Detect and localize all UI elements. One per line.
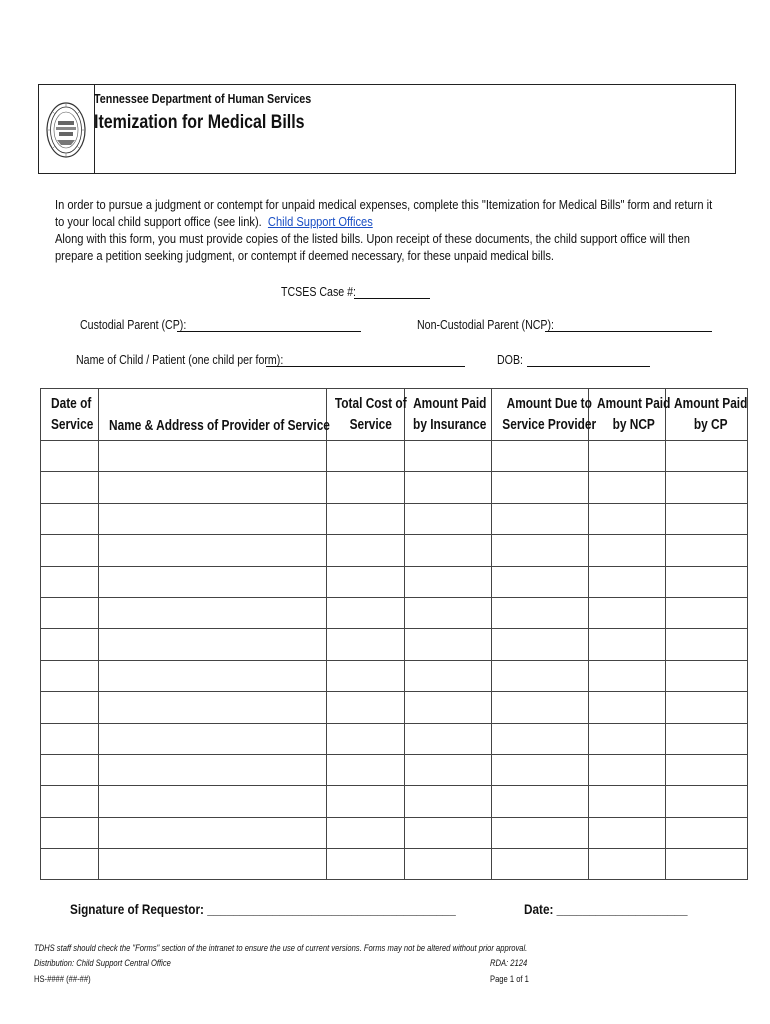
date-cell[interactable] — [41, 754, 99, 785]
total-cost-cell[interactable] — [327, 723, 405, 754]
paid-insurance-cell[interactable] — [405, 849, 492, 880]
paid-ncp-cell[interactable] — [589, 503, 666, 534]
non-custodial-parent-label: Non-Custodial Parent (NCP): — [417, 318, 554, 332]
custodial-parent-label: Custodial Parent (CP): — [80, 318, 187, 332]
paid-cp-cell[interactable] — [666, 817, 748, 848]
custodial-parent-field[interactable] — [177, 331, 361, 332]
due-provider-cell[interactable] — [492, 441, 589, 472]
total-cost-cell[interactable] — [327, 535, 405, 566]
child-name-label: Name of Child / Patient (one child per form): — [76, 353, 284, 367]
table-row — [41, 441, 748, 472]
header-date-of-service: Date of Service — [41, 389, 99, 441]
paid-cp-cell[interactable] — [666, 503, 748, 534]
paid-cp-cell[interactable] — [666, 754, 748, 785]
provider-cell[interactable] — [99, 535, 327, 566]
paid-ncp-cell[interactable] — [589, 849, 666, 880]
footer-page-number: Page 1 of 1 — [490, 974, 529, 985]
date-cell[interactable] — [41, 629, 99, 660]
paid-ncp-cell[interactable] — [589, 660, 666, 691]
provider-cell[interactable] — [99, 472, 327, 503]
total-cost-cell[interactable] — [327, 597, 405, 628]
date-cell[interactable] — [41, 849, 99, 880]
total-cost-cell[interactable] — [327, 660, 405, 691]
tcses-case-label: TCSES Case #: — [281, 285, 356, 299]
paid-cp-cell[interactable] — [666, 597, 748, 628]
table-row — [41, 503, 748, 534]
instructions — [55, 197, 721, 265]
provider-cell[interactable] — [99, 723, 327, 754]
date-cell[interactable] — [41, 692, 99, 723]
paid-insurance-cell[interactable] — [405, 817, 492, 848]
footer-note: TDHS staff should check the "Forms" section of the intranet to ensure the use of current versions. Forms may not be altered without prior approval. — [34, 943, 528, 954]
dob-field[interactable] — [527, 366, 650, 367]
header-amount-paid-insurance: Amount Paid by Insurance — [405, 389, 492, 441]
table-row — [41, 597, 748, 628]
paid-ncp-cell[interactable] — [589, 566, 666, 597]
footer-rda: RDA: 2124 — [490, 958, 528, 969]
state-seal-icon — [45, 100, 87, 160]
provider-cell[interactable] — [99, 786, 327, 817]
table-row — [41, 786, 748, 817]
table-row — [41, 566, 748, 597]
table-row — [41, 472, 748, 503]
paid-insurance-cell[interactable] — [405, 503, 492, 534]
paid-ncp-cell[interactable] — [589, 472, 666, 503]
paid-ncp-cell[interactable] — [589, 597, 666, 628]
date-cell[interactable] — [41, 817, 99, 848]
table-row — [41, 660, 748, 691]
date-cell[interactable] — [41, 597, 99, 628]
paid-cp-cell[interactable] — [666, 660, 748, 691]
date-cell[interactable] — [41, 472, 99, 503]
medical-bills-table — [40, 388, 748, 880]
table-row — [41, 754, 748, 785]
paid-cp-cell[interactable] — [666, 535, 748, 566]
due-provider-cell[interactable] — [492, 503, 589, 534]
paid-cp-cell[interactable] — [666, 786, 748, 817]
paid-insurance-cell[interactable] — [405, 629, 492, 660]
due-provider-cell[interactable] — [492, 817, 589, 848]
paid-ncp-cell[interactable] — [589, 817, 666, 848]
paid-insurance-cell[interactable] — [405, 786, 492, 817]
table-body — [41, 441, 748, 880]
header-total-cost: Total Cost of Service — [327, 389, 405, 441]
due-provider-cell[interactable] — [492, 566, 589, 597]
table-row — [41, 723, 748, 754]
total-cost-cell[interactable] — [327, 629, 405, 660]
table-row — [41, 692, 748, 723]
seal-cell — [39, 85, 95, 173]
due-provider-cell[interactable] — [492, 723, 589, 754]
paid-cp-cell[interactable] — [666, 629, 748, 660]
date-cell[interactable] — [41, 503, 99, 534]
paid-ncp-cell[interactable] — [589, 629, 666, 660]
due-provider-cell[interactable] — [492, 849, 589, 880]
table-row — [41, 849, 748, 880]
instructions-paragraph-2: Along with this form, you must provide copies of the listed bills. Upon receipt of these documents, the child support office will then prepare a petition seeking judgment, or contempt if deemed necessary, for these unpaid medical bills. — [55, 232, 690, 263]
paid-cp-cell[interactable] — [666, 849, 748, 880]
provider-cell[interactable] — [99, 441, 327, 472]
paid-insurance-cell[interactable] — [405, 692, 492, 723]
date-line[interactable]: Date: ____________________ — [524, 901, 688, 917]
paid-cp-cell[interactable] — [666, 566, 748, 597]
provider-cell[interactable] — [99, 754, 327, 785]
paid-cp-cell[interactable] — [666, 692, 748, 723]
paid-ncp-cell[interactable] — [589, 692, 666, 723]
table-header-row — [41, 389, 748, 441]
child-name-field[interactable] — [266, 366, 465, 367]
total-cost-cell[interactable] — [327, 441, 405, 472]
due-provider-cell[interactable] — [492, 660, 589, 691]
provider-cell[interactable] — [99, 566, 327, 597]
paid-insurance-cell[interactable] — [405, 597, 492, 628]
total-cost-cell[interactable] — [327, 566, 405, 597]
instructions-paragraph-1: In order to pursue a judgment or contempt for unpaid medical expenses, complete this "Itemization for Medical Bills" form and return it to your local child support office (see link). Child Support Offices — [55, 198, 713, 229]
provider-cell[interactable] — [99, 660, 327, 691]
due-provider-cell[interactable] — [492, 786, 589, 817]
child-support-offices-link[interactable]: Child Support Offices — [267, 215, 373, 229]
provider-cell[interactable] — [99, 597, 327, 628]
total-cost-cell[interactable] — [327, 849, 405, 880]
paid-insurance-cell[interactable] — [405, 535, 492, 566]
paid-insurance-cell[interactable] — [405, 566, 492, 597]
provider-cell[interactable] — [99, 817, 327, 848]
paid-ncp-cell[interactable] — [589, 786, 666, 817]
paid-ncp-cell[interactable] — [589, 441, 666, 472]
due-provider-cell[interactable] — [492, 754, 589, 785]
signature-line[interactable]: Signature of Requestor: ______________________________________ — [70, 901, 456, 917]
total-cost-cell[interactable] — [327, 692, 405, 723]
header-amount-paid-cp: Amount Paid by CP — [666, 389, 748, 441]
table-row — [41, 535, 748, 566]
paid-insurance-cell[interactable] — [405, 754, 492, 785]
date-cell[interactable] — [41, 566, 99, 597]
form-title: Itemization for Medical Bills — [94, 111, 305, 133]
paid-insurance-cell[interactable] — [405, 723, 492, 754]
paid-insurance-cell[interactable] — [405, 441, 492, 472]
date-cell[interactable] — [41, 723, 99, 754]
header-provider: Name & Address of Provider of Service — [99, 389, 327, 441]
footer-form-number: HS-#### (##-##) — [34, 974, 91, 985]
header-amount-paid-ncp: Amount Paid by NCP — [589, 389, 666, 441]
table-row — [41, 629, 748, 660]
paid-cp-cell[interactable] — [666, 472, 748, 503]
non-custodial-parent-field[interactable] — [545, 331, 712, 332]
paid-insurance-cell[interactable] — [405, 472, 492, 503]
paid-ncp-cell[interactable] — [589, 723, 666, 754]
tcses-case-field[interactable] — [354, 298, 430, 299]
paid-insurance-cell[interactable] — [405, 660, 492, 691]
table-row — [41, 817, 748, 848]
total-cost-cell[interactable] — [327, 503, 405, 534]
due-provider-cell[interactable] — [492, 535, 589, 566]
header-amount-due-provider: Amount Due to Service Provider — [492, 389, 589, 441]
due-provider-cell[interactable] — [492, 472, 589, 503]
agency-name: Tennessee Department of Human Services — [94, 92, 312, 106]
date-cell[interactable] — [41, 660, 99, 691]
paid-ncp-cell[interactable] — [589, 535, 666, 566]
date-cell[interactable] — [41, 535, 99, 566]
date-cell[interactable] — [41, 786, 99, 817]
date-cell[interactable] — [41, 441, 99, 472]
paid-ncp-cell[interactable] — [589, 754, 666, 785]
provider-cell[interactable] — [99, 503, 327, 534]
provider-cell[interactable] — [99, 692, 327, 723]
due-provider-cell[interactable] — [492, 629, 589, 660]
dob-label: DOB: — [497, 353, 523, 367]
provider-cell[interactable] — [99, 849, 327, 880]
total-cost-cell[interactable] — [327, 754, 405, 785]
footer-distribution: Distribution: Child Support Central Office — [34, 958, 171, 969]
total-cost-cell[interactable] — [327, 472, 405, 503]
paid-cp-cell[interactable] — [666, 441, 748, 472]
total-cost-cell[interactable] — [327, 786, 405, 817]
provider-cell[interactable] — [99, 629, 327, 660]
paid-cp-cell[interactable] — [666, 723, 748, 754]
total-cost-cell[interactable] — [327, 817, 405, 848]
due-provider-cell[interactable] — [492, 692, 589, 723]
due-provider-cell[interactable] — [492, 597, 589, 628]
